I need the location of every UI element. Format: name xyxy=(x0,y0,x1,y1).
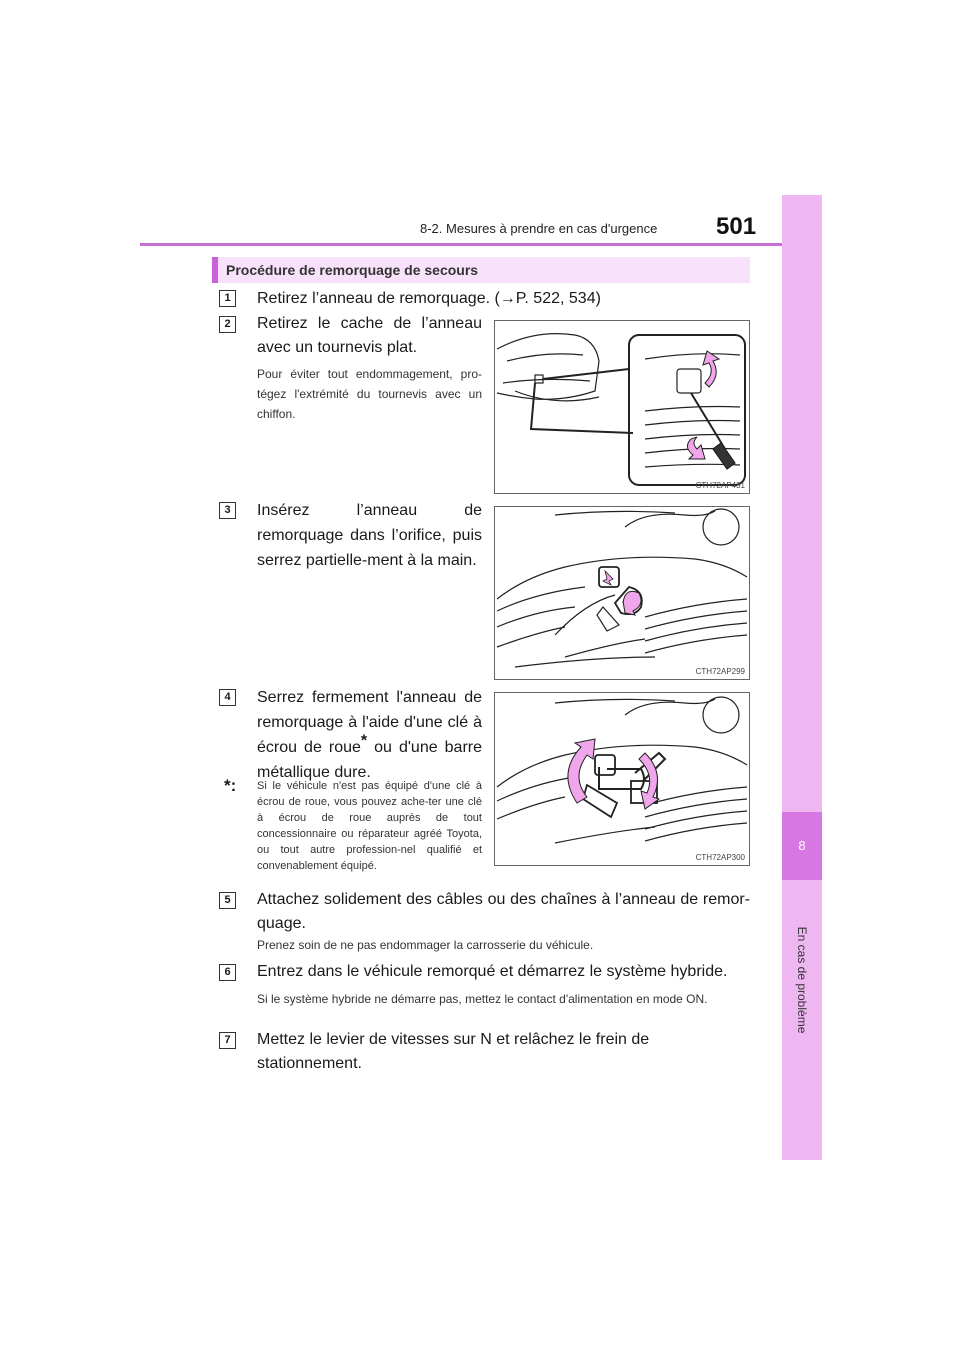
step-number: 1 xyxy=(219,290,236,307)
figure-code: CTH72AP299 xyxy=(695,667,745,676)
step-text-part: Serrez fermement l'anneau de remorquage à l'aide d'une clé à écrou de roue xyxy=(257,689,482,756)
step-text xyxy=(257,685,482,785)
illustration-tighten-ring xyxy=(494,692,750,866)
step-number: 5 xyxy=(219,892,236,909)
step-text: Retirez l’anneau de remorquage. (→P. 522, 534) xyxy=(257,290,601,307)
step-number: 3 xyxy=(219,502,236,519)
remove-cover-drawing xyxy=(495,321,749,493)
footnote-asterisk: * xyxy=(360,732,368,750)
step-note: Prenez soin de ne pas endommager la carrosserie du véhicule. xyxy=(257,938,594,952)
header-rule xyxy=(140,243,821,246)
figure-code: CTH72AP300 xyxy=(695,853,745,862)
step-number: 6 xyxy=(219,964,236,981)
chapter-label: En cas de problème xyxy=(795,926,809,1034)
chapter-number: 8 xyxy=(798,838,806,853)
step-number: 4 xyxy=(219,689,236,706)
section-title: Procédure de remorquage de secours xyxy=(226,262,479,278)
step-note: Pour éviter tout endommagement, pro-tégez l'extrémité du tournevis avec un chiffon. xyxy=(257,367,482,421)
page-number: 501 xyxy=(716,213,757,240)
footnote-text: Si le véhicule n'est pas équipé d'une clé à écrou de roue, vous pouvez ache-ter une clé à écrou de roue auprès de tout concessionnaire ou réparateur agréé Toyota, ou tout autre profession-nel qualifié et convenablement équipé. xyxy=(257,780,482,872)
step-text: Retirez le cache de l’anneau avec un tournevis plat. xyxy=(257,315,482,356)
section-breadcrumb: 8-2. Mesures à prendre en cas d'urgence xyxy=(420,221,658,236)
step-number: 2 xyxy=(219,316,236,333)
step-note: Si le système hybride ne démarre pas, mettez le contact d'alimentation en mode ON. xyxy=(257,992,708,1006)
step-text: Insérez l’anneau de remorquage dans l’orifice, puis serrez partielle-ment à la main. xyxy=(257,502,482,569)
step-text: Entrez dans le véhicule remorqué et démarrez le système hybride. xyxy=(257,963,728,980)
footnote-mark: *: xyxy=(224,776,237,795)
illustration-insert-ring xyxy=(494,506,750,680)
step-text: Attachez solidement des câbles ou des chaînes à l’anneau de remor-quage. xyxy=(257,891,750,932)
figure-code: CTH72AP431 xyxy=(695,481,745,490)
illustration-remove-cover xyxy=(494,320,750,494)
step-text-part: ou d'une barre métallique dure. xyxy=(257,739,482,781)
insert-ring-drawing xyxy=(495,507,749,679)
tighten-ring-drawing xyxy=(495,693,749,865)
step-text: Mettez le levier de vitesses sur N et relâchez le frein de stationnement. xyxy=(257,1031,650,1072)
step-number: 7 xyxy=(219,1032,236,1049)
